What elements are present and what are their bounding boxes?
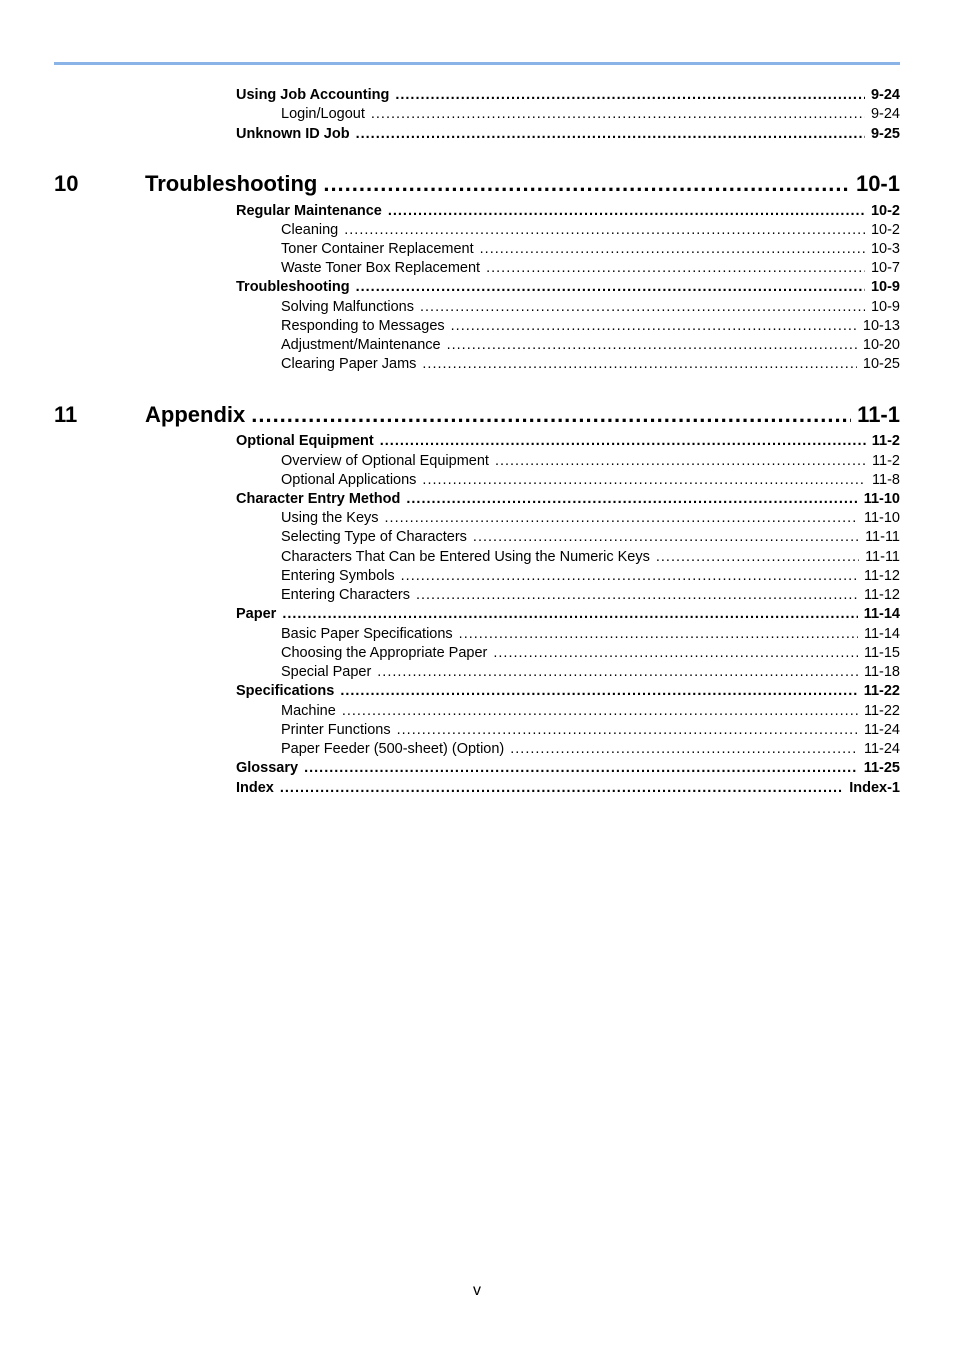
toc-entry-title: Clearing Paper Jams xyxy=(281,356,417,372)
chapter-title: Troubleshooting xyxy=(145,171,318,196)
dot-leader xyxy=(385,510,858,526)
dot-leader xyxy=(451,318,857,334)
toc-entry[interactable] xyxy=(281,260,900,279)
toc-entry[interactable] xyxy=(281,664,900,683)
toc-entry[interactable] xyxy=(236,780,900,799)
toc-entry-page: 11-8 xyxy=(872,472,900,488)
toc-entry[interactable] xyxy=(281,722,900,741)
dot-leader xyxy=(342,703,858,719)
toc-entry[interactable] xyxy=(281,645,900,664)
toc-entry-page: 11-12 xyxy=(863,587,900,603)
dot-leader xyxy=(459,626,858,642)
toc-entry-page: 11-10 xyxy=(863,491,900,507)
toc-entry-title: Login/Logout xyxy=(281,106,365,122)
toc-entry-page: 10-3 xyxy=(870,241,900,257)
dot-leader xyxy=(356,279,865,295)
dot-leader xyxy=(397,722,858,738)
toc-entry-title: Waste Toner Box Replacement xyxy=(281,260,481,276)
toc-entry-title: Entering Characters xyxy=(281,587,410,603)
toc-entry-page: 11-18 xyxy=(863,664,900,680)
toc-entry[interactable] xyxy=(236,433,900,452)
toc-entry-title: Machine xyxy=(281,703,336,719)
toc-entry[interactable] xyxy=(236,126,900,145)
toc-entry[interactable] xyxy=(281,626,900,645)
toc-entry-page: 11-2 xyxy=(872,453,900,469)
toc-entry-page: 10-9 xyxy=(870,279,900,295)
toc-entry-title: Overview of Optional Equipment xyxy=(281,453,489,469)
toc-entry-page: 11-11 xyxy=(865,549,900,565)
toc-entry[interactable] xyxy=(281,106,900,125)
dot-leader xyxy=(406,491,857,507)
toc-entry[interactable] xyxy=(236,203,900,222)
toc-entry-page: 10-2 xyxy=(870,203,900,219)
toc-entry-page: 10-9 xyxy=(870,299,900,315)
toc-entry[interactable] xyxy=(281,587,900,606)
toc-entry-page: 11-10 xyxy=(863,510,900,526)
dot-leader xyxy=(395,87,865,103)
toc-entry-page: 9-25 xyxy=(870,126,900,142)
toc-entry-page: 11-14 xyxy=(863,626,900,642)
dot-leader xyxy=(422,472,866,488)
toc-entry-page: 11-22 xyxy=(863,683,900,699)
toc-entry-title: Toner Container Replacement xyxy=(281,241,474,257)
toc-entry-title: Optional Equipment xyxy=(236,433,374,449)
toc-entry-title: Paper Feeder (500-sheet) (Option) xyxy=(281,741,505,757)
dot-leader xyxy=(656,549,859,565)
top-rule xyxy=(54,62,900,65)
dot-leader xyxy=(323,171,850,197)
dot-leader xyxy=(473,529,859,545)
toc-entry-page: Index-1 xyxy=(849,780,900,796)
toc-entry[interactable] xyxy=(281,356,900,375)
toc-entry-title: Responding to Messages xyxy=(281,318,445,334)
dot-leader xyxy=(493,645,858,661)
toc-entry-page: 11-25 xyxy=(863,760,900,776)
toc-entry-title: Index xyxy=(236,780,274,796)
dot-leader xyxy=(356,126,865,142)
toc-entry-title: Paper xyxy=(236,606,277,622)
toc-entry-page: 11-11 xyxy=(865,529,900,545)
dot-leader xyxy=(495,453,866,469)
toc-entry-page: 11-2 xyxy=(871,433,900,449)
toc-entry[interactable] xyxy=(281,318,900,337)
toc-entry-title: Unknown ID Job xyxy=(236,126,350,142)
toc-entry-page: 10-13 xyxy=(862,318,900,334)
toc-entry-title: Regular Maintenance xyxy=(236,203,382,219)
toc-entry-title: Troubleshooting xyxy=(236,279,350,295)
toc-entry[interactable] xyxy=(281,510,900,529)
toc-entry[interactable] xyxy=(281,703,900,722)
dot-leader xyxy=(420,299,865,315)
dot-leader xyxy=(510,741,858,757)
toc-entry-page: 10-7 xyxy=(870,260,900,276)
toc-entry-title: Basic Paper Specifications xyxy=(281,626,453,642)
toc-entry-page: 9-24 xyxy=(870,87,900,103)
toc-entry[interactable] xyxy=(281,472,900,491)
toc-entry-title: Glossary xyxy=(236,760,299,776)
dot-leader xyxy=(280,780,843,796)
toc-entry[interactable] xyxy=(281,222,900,241)
toc-entry-title: Solving Malfunctions xyxy=(281,299,414,315)
toc-entry-page: 9-24 xyxy=(870,106,900,122)
toc-entry-page: 11-22 xyxy=(863,703,900,719)
toc-entry-title: Entering Symbols xyxy=(281,568,395,584)
dot-leader xyxy=(380,433,866,449)
toc-entry-title: Printer Functions xyxy=(281,722,391,738)
toc-entry[interactable] xyxy=(236,606,900,625)
dot-leader xyxy=(486,260,865,276)
toc-entry[interactable] xyxy=(281,568,900,587)
dot-leader xyxy=(344,222,865,238)
toc-entry[interactable] xyxy=(281,453,900,472)
toc-entry[interactable] xyxy=(236,279,900,298)
dot-leader xyxy=(480,241,865,257)
dot-leader xyxy=(377,664,858,680)
chapter-heading-11[interactable] xyxy=(54,402,900,432)
chapter-page: 10-1 xyxy=(855,171,900,196)
toc-entry[interactable] xyxy=(236,87,900,106)
dot-leader xyxy=(371,106,865,122)
toc-entry-page: 11-14 xyxy=(863,606,900,622)
toc-entry-title: Adjustment/Maintenance xyxy=(281,337,441,353)
footer-page-number: v xyxy=(473,1282,481,1299)
toc-entry-page: 10-25 xyxy=(862,356,900,372)
chapter-page: 11-1 xyxy=(857,402,900,427)
dot-leader xyxy=(401,568,858,584)
toc-entry-title: Selecting Type of Characters xyxy=(281,529,467,545)
toc-entry-title: Cleaning xyxy=(281,222,339,238)
toc-entry-title: Optional Applications xyxy=(281,472,417,488)
toc-entry[interactable] xyxy=(236,760,900,779)
toc-entry-page: 10-20 xyxy=(862,337,900,353)
toc-entry[interactable] xyxy=(281,549,900,568)
toc-entry-page: 11-24 xyxy=(863,741,900,757)
chapter-title: Appendix xyxy=(145,402,246,427)
toc-entry[interactable] xyxy=(281,741,900,760)
dot-leader xyxy=(340,683,857,699)
toc-entry-title: Using the Keys xyxy=(281,510,379,526)
toc-entry-title: Choosing the Appropriate Paper xyxy=(281,645,488,661)
toc-entry-title: Characters That Can be Entered Using the Numeric Keys xyxy=(281,549,650,565)
toc-entry-title: Character Entry Method xyxy=(236,491,401,507)
dot-leader xyxy=(422,356,857,372)
chapter-number: 10 xyxy=(54,171,79,196)
toc-entry-page: 10-2 xyxy=(870,222,900,238)
toc-entry[interactable] xyxy=(281,337,900,356)
toc-entry-title: Special Paper xyxy=(281,664,372,680)
dot-leader xyxy=(388,203,865,219)
toc-entry-page: 11-24 xyxy=(863,722,900,738)
toc-entry[interactable] xyxy=(236,683,900,702)
chapter-heading-10[interactable] xyxy=(54,171,900,201)
dot-leader xyxy=(251,402,851,428)
dot-leader xyxy=(416,587,858,603)
dot-leader xyxy=(447,337,857,353)
toc-entry-page: 11-15 xyxy=(863,645,900,661)
toc-entry[interactable] xyxy=(236,491,900,510)
dot-leader xyxy=(282,606,857,622)
dot-leader xyxy=(304,760,858,776)
toc-entry[interactable] xyxy=(281,241,900,260)
toc-entry[interactable] xyxy=(281,529,900,548)
chapter-number: 11 xyxy=(54,402,78,427)
toc-entry[interactable] xyxy=(281,299,900,318)
toc-entry-page: 11-12 xyxy=(863,568,900,584)
toc-entry-title: Specifications xyxy=(236,683,335,699)
toc-entry-title: Using Job Accounting xyxy=(236,87,390,103)
